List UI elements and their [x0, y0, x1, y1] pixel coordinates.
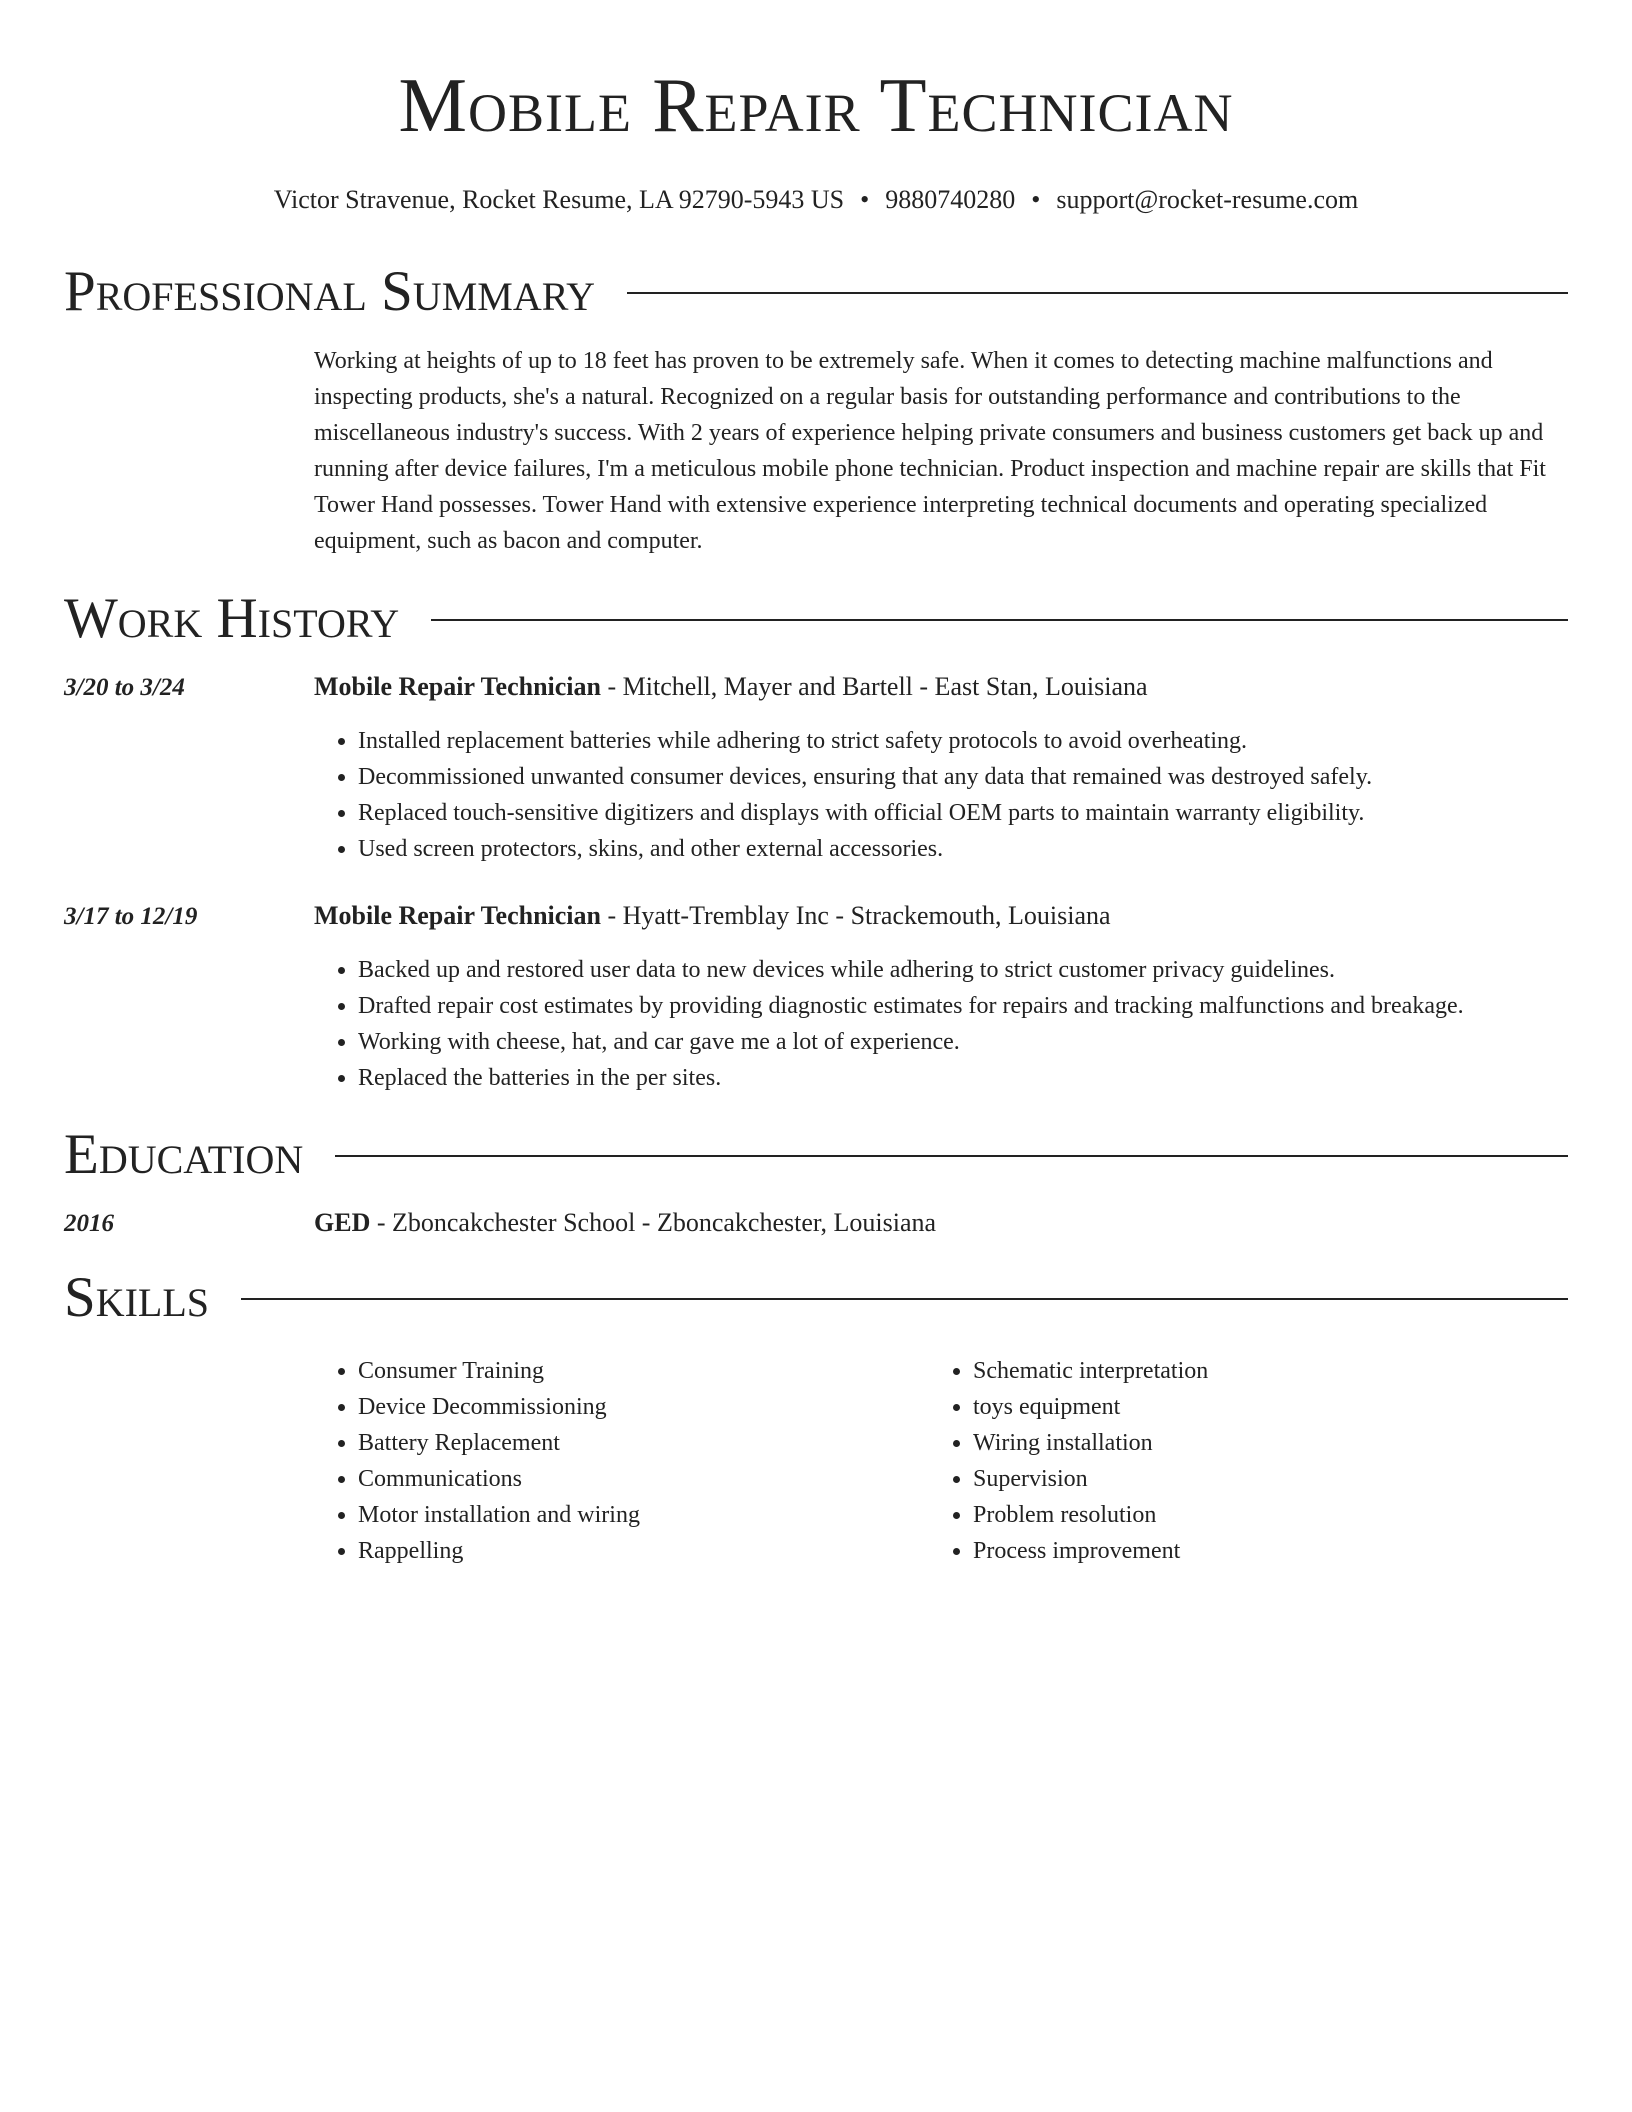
summary-paragraph: Working at heights of up to 18 feet has proven to be extremely safe. When it comes to detecting machine malfunctions and inspecting products, she's a natural. Recognized on a regular basis for outstanding performance and contributions to the miscellaneous industry's success. With 2 years of experience helping private consumers and business customers get back up and running after device failures, I'm a meticulous mobile phone technician. Product inspection and machine repair are skills that Fit Tower Hand possesses. Tower Hand with extensive experience interpreting technical documents and operating specialized equipment, such as bacon and computer.: [314, 348, 1546, 554]
job-heading: [314, 670, 1148, 704]
job-bullet: • Backed up and restored user data to new devices while adhering to strict customer privacy guidelines.: [358, 952, 1568, 988]
resume-title: Mobile Repair Technician: [398, 62, 1234, 148]
education-heading-line: [314, 1206, 936, 1240]
section-divider: [627, 292, 1568, 294]
job-dates: 3/17 to 12/19: [64, 903, 198, 930]
section-divider: [335, 1155, 1568, 1157]
job-bullet: • Installed replacement batteries while adhering to strict safety protocols to avoid overheating.: [358, 723, 1568, 759]
education-entry: [64, 1206, 1568, 1241]
contact-email: support@rocket-resume.com: [1056, 185, 1359, 214]
skill-item: • Device Decommissioning: [358, 1389, 929, 1425]
job-bullets: [314, 952, 1568, 1096]
education-section-heading: [64, 1122, 1568, 1188]
job-title: Mobile Repair Technician: [314, 901, 601, 930]
work-heading-text: Work History: [64, 587, 400, 650]
job-heading: [314, 899, 1111, 933]
job-entry-header: [64, 670, 1568, 705]
education-year: 2016: [64, 1210, 114, 1237]
skills-section-heading: [64, 1265, 1568, 1331]
education-degree: GED: [314, 1208, 371, 1237]
contact-line: [64, 185, 1568, 215]
skills-column-right: [929, 1353, 1544, 1569]
skills-heading-text: Skills: [64, 1266, 210, 1329]
contact-phone: 9880740280: [885, 185, 1016, 214]
skill-item: • toys equipment: [973, 1389, 1544, 1425]
job-bullet: • Decommissioned unwanted consumer devices, ensuring that any data that remained was destroyed safely.: [358, 759, 1568, 795]
skill-item: • Communications: [358, 1461, 929, 1497]
skill-item: • Problem resolution: [973, 1497, 1544, 1533]
section-divider: [431, 619, 1568, 621]
work-history-section-heading: [64, 586, 1568, 652]
summary-heading-text: Professional Summary: [64, 260, 596, 323]
summary-section-heading: [64, 259, 1568, 325]
job-bullets: [314, 723, 1568, 867]
contact-separator: •: [1031, 185, 1041, 214]
skill-item: • Motor installation and wiring: [358, 1497, 929, 1533]
job-bullet: • Working with cheese, hat, and car gave me a lot of experience.: [358, 1024, 1568, 1060]
contact-address: Victor Stravenue, Rocket Resume, LA 92790-5943 US: [273, 185, 845, 214]
skill-item: • Rappelling: [358, 1533, 929, 1569]
education-school-location: - Zboncakchester School - Zboncakchester, Louisiana: [370, 1208, 937, 1237]
job-bullet: • Replaced touch-sensitive digitizers and displays with official OEM parts to maintain warranty eligibility.: [358, 795, 1568, 831]
skill-item: • Battery Replacement: [358, 1425, 929, 1461]
contact-separator: •: [860, 185, 870, 214]
job-bullet: • Drafted repair cost estimates by providing diagnostic estimates for repairs and tracking malfunctions and breakage.: [358, 988, 1568, 1024]
job-company-location: - Mitchell, Mayer and Bartell - East Stan, Louisiana: [601, 672, 1148, 701]
skills-grid: [314, 1353, 1568, 1569]
job-company-location: - Hyatt-Tremblay Inc - Strackemouth, Louisiana: [601, 901, 1111, 930]
job-entry-header: [64, 899, 1568, 934]
job-bullet: • Replaced the batteries in the per sites.: [358, 1060, 1568, 1096]
education-heading-text: Education: [64, 1123, 304, 1186]
job-dates: 3/20 to 3/24: [64, 674, 185, 701]
skill-item: • Supervision: [973, 1461, 1544, 1497]
skills-column-left: [314, 1353, 929, 1569]
skill-item: • Consumer Training: [358, 1353, 929, 1389]
skill-item: • Process improvement: [973, 1533, 1544, 1569]
job-bullet: • Used screen protectors, skins, and other external accessories.: [358, 831, 1568, 867]
skill-item: • Wiring installation: [973, 1425, 1544, 1461]
skill-item: • Schematic interpretation: [973, 1353, 1544, 1389]
job-title: Mobile Repair Technician: [314, 672, 601, 701]
section-divider: [241, 1298, 1568, 1300]
